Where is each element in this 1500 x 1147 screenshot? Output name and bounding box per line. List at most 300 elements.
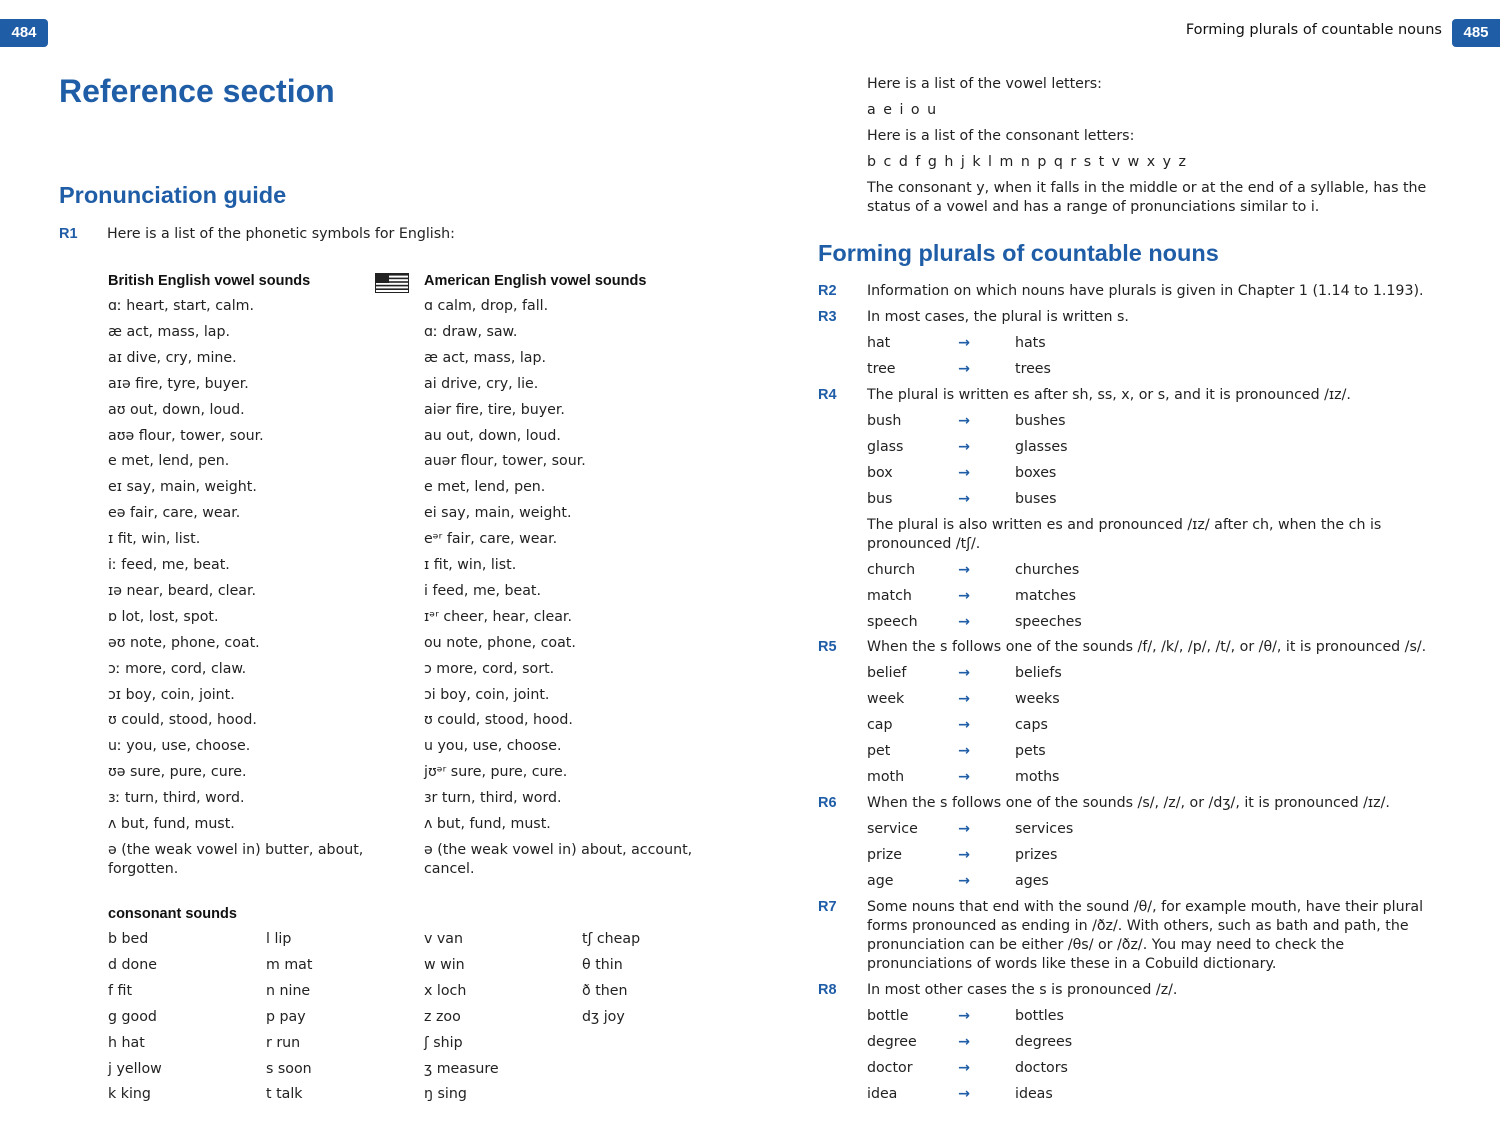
singular-noun: glass: [867, 438, 904, 455]
phonetic-symbol: u: [424, 738, 433, 755]
plural-noun: glasses: [1015, 438, 1068, 455]
example-words: bed: [117, 931, 149, 947]
example-words: note, phone, coat.: [125, 634, 260, 651]
phonetic-symbol: uː: [108, 738, 122, 755]
phonetic-symbol: auər: [424, 453, 457, 470]
example-words: you, use, choose.: [121, 738, 251, 755]
american-vowel-item: [424, 375, 694, 394]
singular-noun: degree: [867, 1033, 917, 1050]
example-words: boy, coin, joint.: [121, 686, 235, 703]
plural-noun: services: [1015, 821, 1074, 837]
example-words: more, cord, claw.: [120, 660, 247, 677]
example-words: you, use, choose.: [433, 738, 562, 755]
consonant-item: [424, 956, 465, 975]
example-words: sing: [433, 1086, 467, 1103]
example-words: act, mass, lap.: [437, 349, 546, 366]
example-words: thin: [590, 956, 623, 973]
consonant-item: [424, 1034, 463, 1053]
phonetic-symbol: ɜː: [108, 790, 121, 807]
us-flag-icon: [375, 273, 409, 293]
rule-number-r3: R3: [818, 309, 837, 325]
phonetic-symbol: ɔ: [424, 660, 432, 677]
consonant-letters-label: Here is a list of the consonant letters:: [867, 128, 1135, 144]
consonant-item: [266, 1060, 312, 1079]
phonetic-symbol: ɑː: [108, 298, 122, 314]
arrow-right-icon: →: [958, 716, 970, 733]
plural-noun: bottles: [1015, 1008, 1064, 1024]
phonetic-symbol: ŋ: [424, 1086, 433, 1103]
phonetic-symbol: aʊə: [108, 427, 135, 444]
consonant-item: [424, 982, 466, 1001]
singular-noun: week: [867, 690, 905, 707]
example-words: boy, coin, joint.: [435, 686, 550, 703]
british-vowel-item: [108, 530, 368, 549]
phonetic-symbol: v: [424, 931, 433, 947]
example-words: hat: [117, 1034, 145, 1051]
american-vowel-item: [424, 841, 694, 879]
example-words: more, cord, sort.: [431, 660, 555, 677]
phonetic-symbol: aɪ: [108, 349, 122, 366]
rule-text-r3: In most cases, the plural is written s.: [867, 309, 1129, 325]
phonetic-symbol: ʌ: [108, 816, 117, 832]
singular-noun: belief: [867, 665, 907, 681]
british-vowel-item: [108, 634, 368, 653]
consonant-item: [108, 982, 132, 1001]
consonant-item: [108, 1008, 157, 1027]
example-words: turn, third, word.: [437, 790, 562, 807]
phonetic-symbol: k: [108, 1086, 117, 1103]
arrow-right-icon: →: [958, 768, 970, 785]
example-words: act, mass, lap.: [121, 323, 230, 340]
consonant-item: [108, 930, 148, 949]
example-words: zoo: [431, 1008, 461, 1025]
example-words: sure, pure, cure.: [446, 764, 568, 781]
singular-noun: bush: [867, 413, 902, 429]
rule-number-r4: R4: [818, 387, 837, 403]
phonetic-symbol: ɪ: [424, 557, 430, 573]
phonetic-symbol: θ: [582, 956, 591, 973]
singular-noun: hat: [867, 335, 891, 351]
british-vowel-item: [108, 375, 368, 394]
phonetic-symbol: ɜr: [424, 790, 438, 807]
arrow-right-icon: →: [958, 360, 970, 377]
phonetic-symbol: ɪᵊʳ: [424, 608, 439, 625]
example-words: feed, me, beat.: [427, 582, 542, 599]
vowel-letters-label: Here is a list of the vowel letters:: [867, 76, 1102, 92]
phonetic-symbol: t: [266, 1086, 272, 1103]
phonetic-symbol: ɒ: [108, 608, 118, 625]
example-words: out, down, loud.: [125, 401, 245, 418]
british-vowel-item: [108, 504, 368, 523]
phonetic-symbol: g: [108, 1008, 118, 1025]
example-words: nine: [275, 982, 311, 999]
example-words: run: [271, 1034, 301, 1051]
british-vowel-item: [108, 737, 368, 756]
phonetic-symbol: aɪə: [108, 375, 131, 392]
singular-noun: idea: [867, 1085, 898, 1102]
phonetic-symbol: ʊ: [424, 712, 433, 729]
american-vowel-item: [424, 504, 694, 523]
example-words: flour, tower, sour.: [456, 453, 586, 470]
american-vowel-item: [424, 582, 694, 601]
plural-noun: hats: [1015, 335, 1046, 351]
arrow-right-icon: →: [958, 1033, 970, 1050]
arrow-right-icon: →: [958, 413, 970, 429]
rule-text-r2: Information on which nouns have plurals is given in Chapter 1 (1.14 to 1.193).: [867, 283, 1424, 299]
consonant-item: [424, 1085, 467, 1104]
phonetic-symbol: aʊ: [108, 401, 126, 418]
american-vowel-item: [424, 686, 694, 705]
arrow-right-icon: →: [958, 846, 970, 863]
plural-noun: beliefs: [1015, 665, 1062, 681]
american-vowel-item: [424, 452, 694, 471]
british-vowel-item: [108, 711, 368, 730]
y-status-note: The consonant y, when it falls in the middle or at the end of a syllable, has the status of a vowel and has a range of pronunciations similar to i.: [867, 180, 1427, 215]
phonetic-symbol: m: [266, 956, 280, 973]
example-words: calm, drop, fall.: [433, 298, 549, 314]
plural-noun: buses: [1015, 490, 1057, 507]
rule-text-r8: In most other cases the s is pronounced /z/.: [867, 982, 1178, 998]
rule-text-r1: Here is a list of the phonetic symbols for English:: [107, 226, 455, 242]
consonant-item: [108, 1085, 151, 1104]
singular-noun: church: [867, 562, 916, 578]
phonetic-symbol: ɑ: [424, 298, 434, 314]
american-vowel-item: [424, 763, 694, 782]
consonant-item: [424, 1060, 499, 1079]
rule-number-r1: R1: [59, 226, 78, 242]
arrow-right-icon: →: [958, 587, 970, 604]
example-words: (the weak vowel in) about, account, cancel.: [424, 841, 693, 877]
british-vowel-item: [108, 686, 368, 705]
phonetic-symbol: eə: [108, 505, 126, 522]
arrow-right-icon: →: [958, 665, 970, 681]
consonant-item: [108, 1060, 162, 1079]
consonant-item: [108, 1034, 145, 1053]
example-words: drive, cry, lie.: [436, 375, 539, 392]
british-vowel-item: [108, 478, 368, 497]
phonetic-symbol: iː: [108, 557, 117, 573]
plural-noun: ideas: [1015, 1085, 1053, 1102]
british-vowels-heading: British English vowel sounds: [108, 273, 311, 289]
example-words: yellow: [111, 1060, 162, 1077]
example-words: cheer, hear, clear.: [438, 608, 572, 625]
phonetic-symbol: ʊə: [108, 764, 126, 781]
plural-noun: boxes: [1015, 464, 1057, 481]
phonetic-symbol: æ: [424, 349, 438, 366]
british-vowel-item: [108, 323, 368, 342]
british-vowel-item: [108, 427, 368, 446]
rule-number-r7: R7: [818, 899, 837, 915]
british-vowel-item: [108, 789, 368, 808]
consonant-item: [582, 1008, 625, 1027]
example-words: could, stood, hood.: [432, 712, 573, 729]
rule-number-r8: R8: [818, 982, 837, 998]
phonetic-symbol: ɑː: [424, 323, 438, 340]
phonetic-symbol: əʊ: [108, 634, 126, 651]
plural-noun: degrees: [1015, 1033, 1073, 1050]
example-words: (the weak vowel in) butter, about, forgotten.: [108, 841, 364, 877]
phonetic-symbol: ʊ: [108, 712, 117, 729]
american-vowel-item: [424, 660, 694, 679]
rule-text-r4: The plural is written es after sh, ss, x, or s, and it is pronounced /ɪz/.: [867, 387, 1351, 403]
example-words: met, lend, pen.: [116, 453, 230, 470]
consonant-letters: b c d f g h j k l m n p q r s t v w x y z: [867, 154, 1186, 170]
american-vowel-item: [424, 478, 694, 497]
running-header: Forming plurals of countable nouns: [1185, 22, 1442, 38]
example-words: then: [590, 982, 628, 999]
american-vowel-item: [424, 711, 694, 730]
british-vowel-item: [108, 401, 368, 420]
american-vowel-item: [424, 634, 694, 653]
singular-noun: prize: [867, 846, 902, 863]
plural-noun: churches: [1015, 562, 1080, 578]
arrow-right-icon: →: [958, 690, 970, 707]
example-words: measure: [432, 1060, 499, 1077]
phonetic-symbol: ei: [424, 505, 437, 522]
american-vowel-item: [424, 401, 694, 420]
phonetic-symbol: p: [266, 1008, 276, 1025]
vowel-letters: a e i o u: [867, 102, 937, 118]
american-vowel-item: [424, 608, 694, 627]
american-vowel-item: [424, 297, 694, 316]
singular-noun: bus: [867, 490, 893, 507]
example-words: say, main, weight.: [436, 505, 572, 522]
consonant-item: [266, 1085, 303, 1104]
phonetic-symbol: eɪ: [108, 479, 123, 496]
rule-number-r5: R5: [818, 639, 837, 655]
plural-noun: bushes: [1015, 413, 1066, 429]
example-words: met, lend, pen.: [432, 479, 546, 496]
phonetic-symbol: tʃ: [582, 931, 593, 947]
page-title: Reference section: [59, 73, 335, 109]
phonetic-symbol: ʌ: [424, 816, 433, 832]
singular-noun: box: [867, 464, 893, 481]
rule-number-r2: R2: [818, 283, 837, 299]
arrow-right-icon: →: [958, 438, 970, 455]
singular-noun: speech: [867, 613, 918, 630]
example-words: turn, third, word.: [120, 790, 245, 807]
example-words: say, main, weight.: [122, 479, 257, 496]
american-vowel-item: [424, 556, 694, 575]
arrow-right-icon: →: [958, 742, 970, 759]
example-words: lot, lost, spot.: [117, 608, 219, 625]
phonetic-symbol: ɔː: [108, 660, 121, 677]
phonetic-symbol: ɪə: [108, 582, 123, 599]
phonetic-symbol: j: [108, 1060, 112, 1077]
example-words: good: [117, 1008, 157, 1025]
phonetic-symbol: ou: [424, 634, 442, 651]
british-vowel-item: [108, 608, 368, 627]
singular-noun: service: [867, 821, 918, 837]
phonetic-symbol: ʃ: [424, 1034, 429, 1051]
singular-noun: age: [867, 872, 894, 889]
example-words: lip: [269, 931, 292, 947]
example-words: joy: [599, 1008, 625, 1025]
phonetic-symbol: b: [108, 931, 118, 947]
american-vowel-item: [424, 323, 694, 342]
arrow-right-icon: →: [958, 562, 970, 578]
british-vowel-item: [108, 763, 368, 782]
consonant-item: [266, 930, 291, 949]
phonetic-symbol: aiər: [424, 401, 452, 418]
british-vowel-item: [108, 452, 368, 471]
phonetic-symbol: ɔɪ: [108, 686, 122, 703]
phonetic-symbol: ə: [424, 841, 433, 858]
example-words: heart, start, calm.: [121, 298, 254, 314]
plural-noun: prizes: [1015, 846, 1058, 863]
arrow-right-icon: →: [958, 1059, 970, 1076]
phonetic-symbol: æ: [108, 323, 122, 340]
american-vowel-item: [424, 815, 694, 834]
page-number-left: 484: [0, 19, 48, 47]
plural-noun: caps: [1015, 716, 1048, 733]
example-words: but, fund, must.: [432, 816, 551, 832]
phonetic-symbol: f: [108, 982, 113, 999]
example-words: fire, tire, buyer.: [451, 401, 565, 418]
american-vowel-item: [424, 737, 694, 756]
arrow-right-icon: →: [958, 872, 970, 889]
example-words: mat: [279, 956, 313, 973]
plural-noun: pets: [1015, 742, 1046, 759]
phonetic-symbol: i: [424, 582, 428, 599]
consonant-item: [424, 1008, 461, 1027]
arrow-right-icon: →: [958, 613, 970, 630]
phonetic-symbol: ð: [582, 982, 591, 999]
example-words: van: [432, 931, 463, 947]
rule-number-r6: R6: [818, 795, 837, 811]
section-heading-plurals: Forming plurals of countable nouns: [818, 240, 1219, 266]
singular-noun: moth: [867, 768, 905, 785]
consonant-item: [266, 1008, 306, 1027]
plural-noun: ages: [1015, 872, 1049, 889]
plural-noun: weeks: [1015, 690, 1060, 707]
arrow-right-icon: →: [958, 821, 970, 837]
rule-text-r4b: The plural is also written es and pronounced /ɪz/ after ch, when the ch is pronounced /tʃ/.: [867, 517, 1382, 552]
consonant-item: [266, 956, 312, 975]
arrow-right-icon: →: [958, 1008, 970, 1024]
example-words: fit, win, list.: [429, 557, 517, 573]
example-words: could, stood, hood.: [116, 712, 257, 729]
singular-noun: doctor: [867, 1059, 913, 1076]
phonetic-symbol: h: [108, 1034, 117, 1051]
example-words: win: [435, 956, 465, 973]
plural-noun: matches: [1015, 587, 1076, 604]
example-words: but, fund, must.: [116, 816, 235, 832]
example-words: fair, care, wear.: [125, 505, 241, 522]
example-words: near, beard, clear.: [122, 582, 257, 599]
example-words: soon: [273, 1060, 312, 1077]
british-vowel-item: [108, 841, 368, 879]
phonetic-symbol: l: [266, 931, 270, 947]
consonant-item: [266, 982, 310, 1001]
phonetic-symbol: e: [108, 453, 117, 470]
example-words: out, down, loud.: [441, 427, 561, 444]
arrow-right-icon: →: [958, 490, 970, 507]
british-vowel-item: [108, 660, 368, 679]
phonetic-symbol: x: [424, 982, 433, 999]
plural-noun: moths: [1015, 768, 1060, 785]
british-vowel-item: [108, 815, 368, 834]
consonant-item: [424, 930, 463, 949]
american-vowel-item: [424, 427, 694, 446]
singular-noun: match: [867, 587, 912, 604]
arrow-right-icon: →: [958, 1085, 970, 1102]
phonetic-symbol: au: [424, 427, 442, 444]
phonetic-symbol: ai: [424, 375, 437, 392]
consonant-item: [266, 1034, 300, 1053]
example-words: fire, tyre, buyer.: [130, 375, 249, 392]
rule-text-r5: When the s follows one of the sounds /f/, /k/, /p/, /t/, or /θ/, it is pronounced /s/.: [867, 639, 1427, 655]
example-words: note, phone, coat.: [441, 634, 576, 651]
singular-noun: pet: [867, 742, 891, 759]
phonetic-symbol: ɪ: [108, 531, 114, 548]
consonant-item: [108, 956, 157, 975]
american-vowel-item: [424, 530, 694, 549]
singular-noun: cap: [867, 716, 893, 733]
phonetic-symbol: eᵊʳ: [424, 531, 443, 548]
example-words: flour, tower, sour.: [134, 427, 264, 444]
phonetic-symbol: z: [424, 1008, 432, 1025]
consonant-sounds-heading: consonant sounds: [108, 906, 237, 922]
phonetic-symbol: d: [108, 956, 118, 973]
phonetic-symbol: ɔi: [424, 686, 436, 703]
arrow-right-icon: →: [958, 335, 970, 351]
rule-text-r7: Some nouns that end with the sound /θ/, for example mouth, have their plural forms pronounced as ending in /ðz/. With others, such as bath and path, the pronunciation can be either /θs/ or /ðz/. You may need to check the pronunciations of words like these in a Cobuild dictionary.: [867, 899, 1424, 972]
consonant-item: [582, 982, 627, 1001]
section-heading-pronunciation: Pronunciation guide: [59, 182, 287, 208]
american-vowels-heading: American English vowel sounds: [424, 273, 647, 289]
example-words: dive, cry, mine.: [121, 349, 237, 366]
phonetic-symbol: w: [424, 956, 436, 973]
example-words: sure, pure, cure.: [125, 764, 247, 781]
example-words: feed, me, beat.: [116, 557, 230, 573]
phonetic-symbol: n: [266, 982, 275, 999]
british-vowel-item: [108, 556, 368, 575]
example-words: talk: [271, 1086, 303, 1103]
example-words: pay: [275, 1008, 306, 1025]
singular-noun: bottle: [867, 1008, 909, 1024]
american-vowel-item: [424, 789, 694, 808]
phonetic-symbol: s: [266, 1060, 274, 1077]
example-words: fair, care, wear.: [442, 531, 558, 548]
example-words: cheap: [592, 931, 641, 947]
example-words: king: [116, 1086, 151, 1103]
phonetic-symbol: jʊᵊʳ: [424, 764, 447, 781]
phonetic-symbol: r: [266, 1034, 272, 1051]
phonetic-symbol: ʒ: [424, 1060, 433, 1077]
rule-text-r6: When the s follows one of the sounds /s/, /z/, or /dʒ/, it is pronounced /ɪz/.: [867, 795, 1390, 811]
example-words: done: [117, 956, 157, 973]
phonetic-symbol: e: [424, 479, 433, 496]
plural-noun: doctors: [1015, 1059, 1068, 1076]
british-vowel-item: [108, 297, 368, 316]
british-vowel-item: [108, 582, 368, 601]
example-words: fit: [113, 982, 133, 999]
arrow-right-icon: →: [958, 464, 970, 481]
plural-noun: trees: [1015, 360, 1051, 377]
american-vowel-item: [424, 349, 694, 368]
phonetic-symbol: ə: [108, 841, 117, 858]
british-vowel-item: [108, 349, 368, 368]
consonant-item: [582, 956, 623, 975]
example-words: draw, saw.: [437, 323, 518, 340]
singular-noun: tree: [867, 360, 896, 377]
consonant-item: [582, 930, 640, 949]
phonetic-symbol: dʒ: [582, 1008, 600, 1025]
plural-noun: speeches: [1015, 613, 1082, 630]
example-words: ship: [428, 1034, 463, 1051]
page-number-right: 485: [1452, 19, 1500, 47]
